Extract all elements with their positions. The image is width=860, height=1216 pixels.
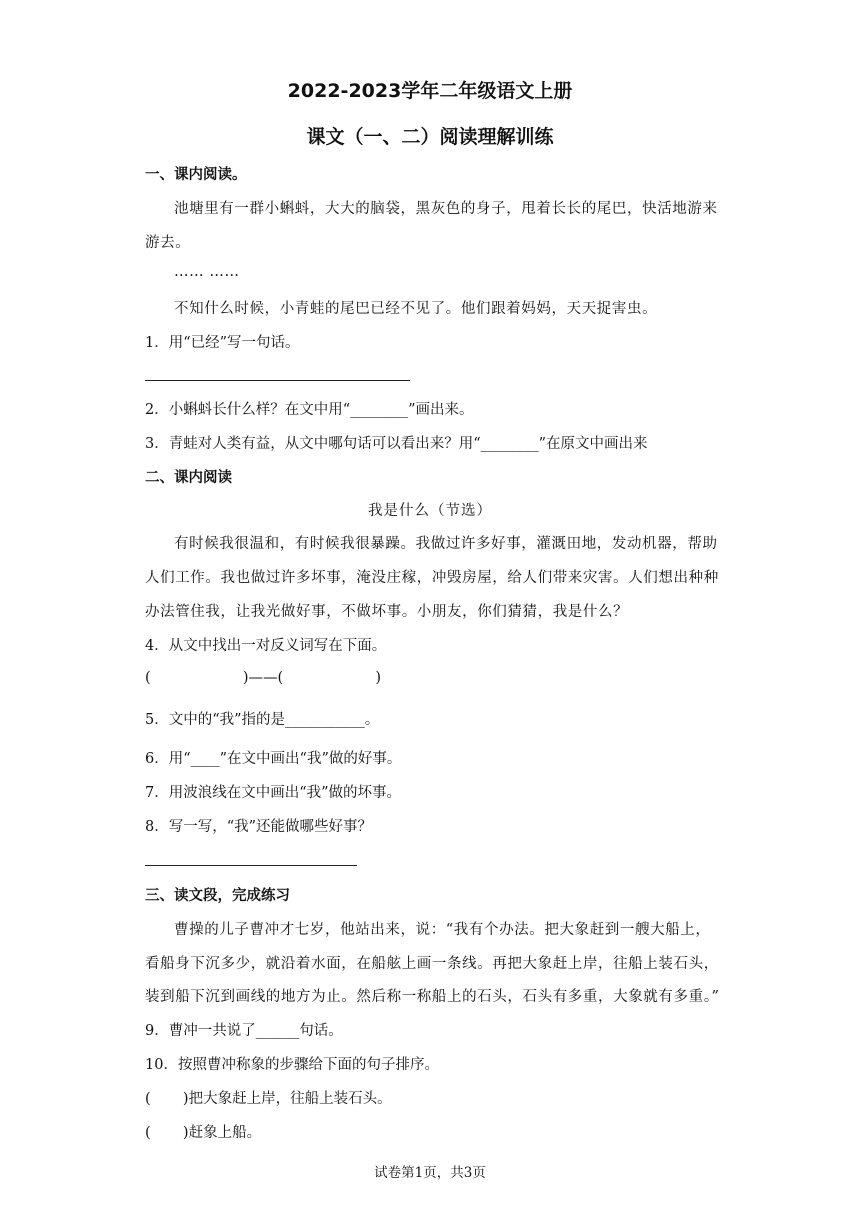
ordering-item-2[interactable]: ( )赶象上船。: [145, 1125, 262, 1141]
section-3-heading: 三、读文段，完成练习: [145, 888, 290, 904]
section-1-heading: 一、课内阅读。: [145, 167, 247, 183]
passage-title: 我是什么（节选）: [368, 503, 492, 519]
section-2-paragraph-line-3: 办法管住我，让我光做好事，不做坏事。小朋友，你们猜猜，我是什么？: [145, 604, 629, 620]
section-1-paragraph-1-line-1: 池塘里有一群小蝌蚪，大大的脑袋，黑灰色的身子，甩着长长的尾巴，快活地游来: [174, 201, 718, 217]
section-3-paragraph-line-1: 曹操的儿子曹冲才七岁，他站出来，说：“我有个办法。把大象赶到一艘大船上，: [174, 922, 711, 938]
section-2-paragraph-line-2: 人们工作。我也做过许多坏事，淹没庄稼，冲毁房屋，给人们带来灾害。人们想出种种: [145, 570, 719, 586]
question-4: 4．从文中找出一对反义词写在下面。: [145, 638, 387, 654]
section-1-paragraph-2: 不知什么时候，小青蛙的尾巴已经不见了。他们跟着妈妈，天天捉害虫。: [174, 301, 658, 317]
question-6: 6．用“____”在文中画出“我”做的好事。: [145, 751, 402, 767]
page-footer: 试卷第1页，共3页: [374, 1165, 486, 1181]
answer-line-q1[interactable]: [145, 380, 410, 381]
question-5: 5．文中的“我”指的是___________。: [145, 712, 380, 728]
section-3-paragraph-line-2: 看船身下沉多少，就沿着水面，在船舷上画一条线。再把大象赶上岸，往船上装石头，: [145, 956, 719, 972]
title-line-1: 2022-2023学年二年级语文上册: [287, 80, 573, 102]
question-2: 2．小蝌蚪长什么样？在文中用“________”画出来。: [145, 402, 474, 418]
section-2-heading: 二、课内阅读: [145, 470, 232, 486]
question-9: 9．曹冲一共说了______句话。: [145, 1023, 343, 1039]
question-4-answer-blanks[interactable]: ( )——( ): [145, 670, 381, 686]
question-3: 3．青蛙对人类有益，从文中哪句话可以看出来？用“________”在原文中画出来: [145, 436, 648, 452]
section-1-paragraph-1-line-2: 游去。: [145, 235, 191, 251]
title-line-2: 课文（一、二）阅读理解训练: [306, 126, 554, 148]
question-7: 7．用波浪线在文中画出“我”做的坏事。: [145, 785, 402, 801]
ordering-item-1[interactable]: ( )把大象赶上岸，往船上装石头。: [145, 1091, 392, 1107]
answer-line-q8[interactable]: [145, 865, 357, 866]
question-1: 1．用“已经”写一句话。: [145, 335, 300, 351]
question-8: 8．写一写，“我”还能做哪些好事？: [145, 819, 373, 835]
question-10: 10．按照曹冲称象的步骤给下面的句子排序。: [145, 1057, 439, 1073]
section-2-paragraph-line-1: 有时候我很温和，有时候我很暴躁。我做过许多好事，灌溉田地，发动机器，帮助: [174, 536, 718, 552]
section-3-paragraph-line-3: 装到船下沉到画线的地方为止。然后称一称船上的石头，石头有多重，大象就有多重。”: [145, 989, 720, 1005]
section-1-ellipsis: …… ……: [174, 264, 240, 280]
